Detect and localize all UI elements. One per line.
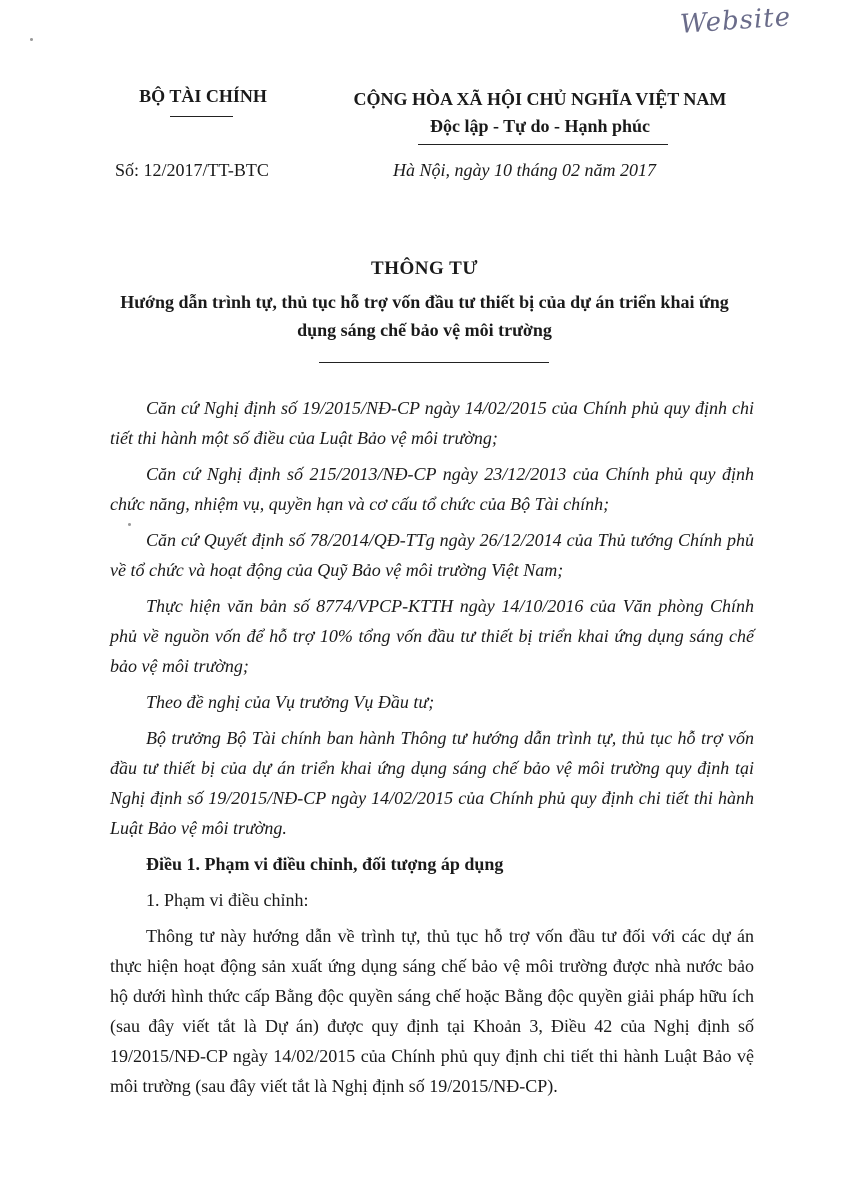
ministry-underline [170,116,233,117]
document-type: THÔNG TƯ [371,258,478,279]
article-heading: Điều 1. Phạm vi điều chỉnh, đối tượng áp dụng [146,854,504,874]
place-and-date: Hà Nội, ngày 10 tháng 02 năm 2017 [393,160,656,180]
preamble-paragraph: Căn cứ Nghị định số 19/2015/NĐ-CP ngày 14/02/2015 của Chính phủ quy định chi tiết thi hành một số điều của Luật Bảo vệ môi trường; [110,398,754,448]
document-number: Số: 12/2017/TT-BTC [115,160,269,180]
document-body [110,393,754,1107]
handwritten-note: Website [679,2,793,40]
preamble-paragraph: Bộ trưởng Bộ Tài chính ban hành Thông tư hướng dẫn trình tự, thủ tục hỗ trợ vốn đầu tư thiết bị của dự án triển khai ứng dụng sáng chế bảo vệ môi trường quy định tại Nghị định số 19/2015/NĐ-CP ngày 14/02/2015 của Chính phủ quy định chi tiết thi hành Luật Bảo vệ môi trường. [110,728,754,838]
preamble-paragraph: Thực hiện văn bản số 8774/VPCP-KTTH ngày 14/10/2016 của Văn phòng Chính phủ về nguồn vốn để hỗ trợ 10% tổng vốn đầu tư thiết bị triển khai ứng dụng sáng chế bảo vệ môi trường; [110,596,754,676]
clause-text: Thông tư này hướng dẫn về trình tự, thủ tục hỗ trợ vốn đầu tư đối với các dự án thực hiện hoạt động sản xuất ứng dụng sáng chế bảo vệ môi trường được nhà nước bảo hộ dưới hình thức cấp Bằng độc quyền sáng chế hoặc Bằng độc quyền giải pháp hữu ích (sau đây viết tắt là Dự án) được quy định tại Khoản 3, Điều 42 của Nghị định số 19/2015/NĐ-CP ngày 14/02/2015 của Chính phủ quy định chi tiết thi hành Luật Bảo vệ môi trường (sau đây viết tắt là Nghị định số 19/2015/NĐ-CP). [110,926,754,1096]
national-motto: Độc lập - Tự do - Hạnh phúc [429,116,651,136]
scan-speck [30,38,33,41]
issuing-ministry: BỘ TÀI CHÍNH [139,86,267,106]
clause-label: 1. Phạm vi điều chỉnh: [146,890,309,910]
title-underline [319,362,549,363]
preamble-paragraph: Căn cứ Nghị định số 215/2013/NĐ-CP ngày 23/12/2013 của Chính phủ quy định chức năng, nhiệm vụ, quyền hạn và cơ cấu tổ chức của Bộ Tài chính; [110,464,754,514]
document-subject: Hướng dẫn trình tự, thủ tục hỗ trợ vốn đầu tư thiết bị của dự án triển khai ứng dụng sáng chế bảo vệ môi trường [120,292,729,340]
national-name: CỘNG HÒA XÃ HỘI CHỦ NGHĨA VIỆT NAM [353,89,727,109]
preamble-paragraph: Theo đề nghị của Vụ trưởng Vụ Đầu tư; [146,692,435,712]
national-title [345,86,735,140]
motto-underline [418,144,668,145]
preamble-paragraph: Căn cứ Quyết định số 78/2014/QĐ-TTg ngày 26/12/2014 của Thủ tướng Chính phủ về tổ chức và hoạt động của Quỹ Bảo vệ môi trường Việt Nam; [110,530,754,580]
